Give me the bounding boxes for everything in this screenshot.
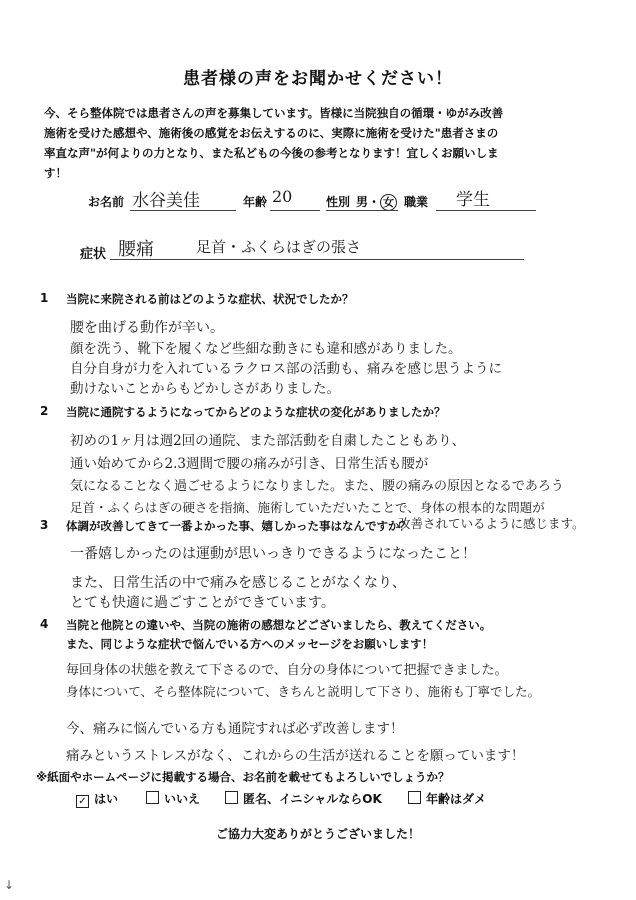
job-label: 職業 [404, 195, 429, 209]
age-label: 年齢 [243, 195, 268, 209]
symptom-underline [110, 259, 524, 260]
answer-4-line: 身体について、そら整体院について、きちんと説明して下さり、施術も丁寧でした。 [66, 684, 541, 699]
consent-option-label: 年齢はダメ [426, 792, 487, 806]
intro-line: 今、そら整体院では患者さんの声を募集しています。皆様に当院独自の循環・ゆがみ改善 [44, 106, 504, 120]
intro-line: 率直な声"が何よりの力となり、また私どもの今後の参考となります！宜しくお願いしま [44, 146, 499, 160]
symptom-label: 症状 [80, 247, 107, 262]
gender-label: 性別 [326, 195, 351, 209]
consent-option-label: いいえ [164, 792, 201, 806]
checkbox-anonymous[interactable] [225, 791, 238, 804]
question-2-number: 2 [40, 404, 49, 418]
job-underline [436, 210, 536, 211]
answer-2-line: 初めの1ヶ月は週2回の通院、また部活動を自粛したこともあり、 [70, 433, 466, 449]
question-4-number: 4 [40, 617, 49, 631]
crop-mark: ↓ [4, 878, 15, 892]
question-4-text: 当院と他院との違いや、当院の施術の感想などございましたら、教えてください。 [66, 618, 492, 632]
page-title: 患者様の声をお聞かせください！ [183, 69, 453, 89]
job-value: 学生 [456, 190, 490, 210]
checkbox-no-age[interactable] [408, 791, 421, 804]
name-underline [130, 210, 236, 211]
consent-option-yes[interactable] [76, 790, 118, 808]
age-value: 20 [272, 187, 293, 206]
symptom-value-sub: 足首・ふくらはぎの張さ [196, 238, 362, 256]
gender-separator: ・ [368, 195, 381, 209]
consent-option-no[interactable] [146, 790, 200, 807]
answer-1-line: 自分自身が力を入れているラクロス部の活動も、痛みを感じ思うように [70, 361, 502, 377]
gender-female-circled: 女 [380, 194, 397, 211]
symptom-value-main: 腰痛 [118, 239, 154, 260]
name-value: 水谷美佳 [132, 191, 200, 211]
question-3-text: 体調が改善してきて一番よかった事、嬉しかった事はなんですか？ [66, 519, 411, 533]
question-2-text: 当院に通院するようになってからどのような症状の変化がありましたか？ [66, 405, 446, 419]
answer-4-line: 毎回身体の状態を教えて下さるので、自分の身体について把握できました。 [66, 663, 508, 678]
thank-you-footer: ご協力大変ありがとうございました！ [215, 827, 420, 841]
answer-2-continuation: 改善されているように感じます。 [398, 516, 585, 531]
answer-4-line: 今、痛みに悩んでいる方も通院すれば必ず改善します！ [66, 721, 404, 737]
answer-3-line: また、日常生活の中で痛みを感じることがなくなり、 [70, 575, 406, 591]
intro-paragraph [44, 103, 604, 183]
consent-option-no-age[interactable] [408, 790, 486, 807]
answer-1-line: 動けないことからもどかしさがありました。 [70, 381, 340, 397]
answer-1-line: 顔を洗う、靴下を履くなど些細な動きにも違和感がありました。 [70, 341, 462, 357]
answer-3-line: とても快適に過ごすことができています。 [70, 595, 335, 611]
intro-line: 施術を受けた感想や、施術後の感覚をお伝えするのに、実際に施術を受けた"患者さまの [44, 126, 499, 140]
question-1-number: 1 [40, 291, 49, 305]
intro-line: す！ [44, 166, 67, 180]
answer-1-line: 腰を曲げる動作が辛い。 [70, 320, 224, 336]
consent-option-anonymous[interactable] [225, 790, 382, 807]
gender-options [356, 193, 397, 211]
gender-male: 男 [356, 195, 369, 209]
consent-question: ※紙面やホームページに掲載する場合、お名前を載せてもよろしいでしょうか？ [36, 770, 450, 784]
answer-2-line: 足首・ふくらはぎの硬さを指摘、施術していただいたことで、身体の根本的な問題が [70, 500, 545, 515]
gender-underline [326, 210, 398, 211]
question-3-number: 3 [40, 518, 49, 532]
checkbox-yes[interactable]: ✓ [76, 795, 89, 808]
question-4-text-2: また、同じような症状で悩んでいる方へのメッセージをお願いします！ [66, 637, 434, 651]
name-label: お名前 [88, 195, 125, 209]
question-1-text: 当院に来院される前はどのような症状、状況でしたか？ [66, 292, 354, 306]
answer-3-line: 一番嬉しかったのは運動が思いっきりできるようになったこと！ [70, 546, 476, 562]
age-underline [270, 210, 320, 211]
checkbox-no[interactable] [146, 791, 159, 804]
answer-2-line: 通い始めてから2.3週間で腰の痛みが引き、日常生活も腰が [70, 456, 429, 472]
answer-2-line: 気になることなく過ごせるようになりました。また、腰の痛みの原因となるであろう [70, 479, 564, 494]
answer-4-line: 痛みというストレスがなく、これからの生活が送れることを願っています！ [66, 748, 525, 764]
consent-option-label: 匿名、イニシャルならOK [243, 792, 382, 806]
consent-option-label: はい [94, 792, 119, 806]
